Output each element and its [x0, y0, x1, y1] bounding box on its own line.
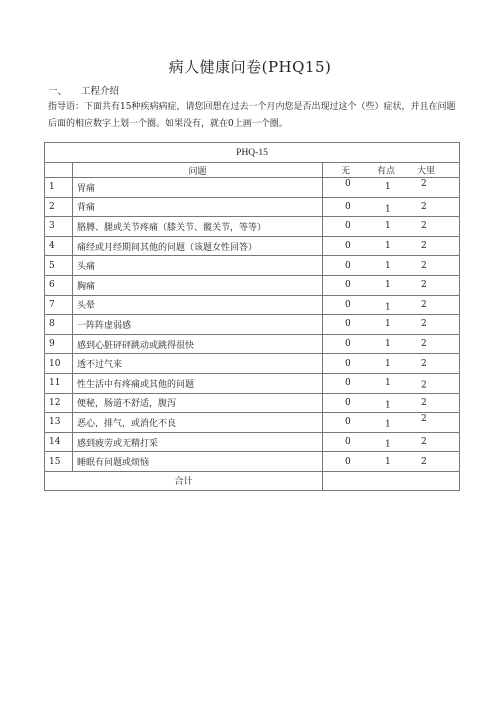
option-1[interactable]: 1 [385, 204, 391, 215]
table-row [45, 452, 460, 472]
section-number: 一、 [48, 86, 68, 97]
row-number: 2 [45, 197, 73, 217]
row-number: 3 [45, 217, 73, 237]
option-1[interactable]: 1 [385, 439, 391, 450]
row-question: 便秘，肠道不舒适，腹泻 [73, 393, 323, 413]
row-options [323, 432, 460, 452]
row-number: 15 [45, 452, 73, 472]
table-row [45, 373, 460, 393]
option-0[interactable]: 0 [345, 378, 351, 389]
header-a-lot: 大里 [417, 166, 436, 177]
total-label: 合计 [45, 471, 323, 490]
row-options [323, 256, 460, 276]
row-question: 头痛 [73, 256, 323, 276]
row-number: 12 [45, 393, 73, 413]
row-options [323, 334, 460, 354]
row-question: 透不过气来 [73, 354, 323, 374]
row-number: 13 [45, 413, 73, 433]
option-0[interactable]: 0 [345, 437, 351, 448]
option-2[interactable]: 2 [421, 179, 427, 190]
row-number: 8 [45, 315, 73, 335]
option-1[interactable]: 1 [385, 400, 391, 411]
row-options [323, 178, 460, 198]
option-1[interactable]: 1 [385, 260, 391, 271]
option-1[interactable]: 1 [385, 221, 391, 232]
row-options [323, 452, 460, 472]
option-2[interactable]: 2 [421, 241, 427, 252]
header-question: 问题 [73, 163, 323, 178]
row-number: 1 [45, 178, 73, 198]
row-number: 11 [45, 373, 73, 393]
row-number: 7 [45, 295, 73, 315]
row-question: 睡眠有问题或烦恼 [73, 452, 323, 472]
header-options-cell [323, 163, 460, 178]
option-0[interactable]: 0 [345, 260, 351, 271]
row-number: 10 [45, 354, 73, 374]
row-options [323, 315, 460, 335]
row-question: 胸痛 [73, 275, 323, 295]
option-0[interactable]: 0 [345, 299, 351, 310]
row-question: 背痛 [73, 197, 323, 217]
option-1[interactable]: 1 [385, 339, 391, 350]
option-1[interactable]: 1 [385, 378, 391, 389]
row-question: 痛经或月经期间其他的问题（该题女性回答） [73, 236, 323, 256]
option-2[interactable]: 2 [421, 414, 427, 425]
row-question: 感到疲劳或无精打采 [73, 432, 323, 452]
option-1[interactable]: 1 [385, 456, 391, 467]
instructions-paragraph: 指导语：下面共有15种疾病病症，请您回想在过去一个月内您是否出现过这个（些）症状，并且在问题后面的相应数字上划一个圈。如果没有，就在0上画一个圈。 [48, 102, 456, 129]
table-row [45, 334, 460, 354]
table-row [45, 295, 460, 315]
option-1[interactable]: 1 [385, 419, 391, 430]
option-2[interactable]: 2 [421, 358, 427, 369]
table-row [45, 197, 460, 217]
row-options [323, 413, 460, 433]
option-1[interactable]: 1 [385, 358, 391, 369]
section-heading [48, 83, 119, 97]
row-number: 5 [45, 256, 73, 276]
option-0[interactable]: 0 [345, 456, 351, 467]
option-2[interactable]: 2 [421, 299, 427, 310]
row-number: 6 [45, 275, 73, 295]
row-question: 头晕 [73, 295, 323, 315]
option-0[interactable]: 0 [345, 221, 351, 232]
option-2[interactable]: 2 [421, 456, 427, 467]
option-0[interactable]: 0 [345, 280, 351, 291]
document-title: 病人健康问卷(PHQ15) [168, 58, 332, 76]
row-options [323, 354, 460, 374]
row-number: 14 [45, 432, 73, 452]
option-0[interactable]: 0 [345, 358, 351, 369]
table-row [45, 275, 460, 295]
option-1[interactable]: 1 [385, 319, 391, 330]
option-0[interactable]: 0 [345, 397, 351, 408]
table-header-row [45, 163, 460, 178]
row-number: 4 [45, 236, 73, 256]
row-question: 感到心脏砰砰跳动或跳得很快 [73, 334, 323, 354]
option-2[interactable]: 2 [421, 397, 427, 408]
row-question: 恶心，排气，或消化不良 [73, 413, 323, 433]
option-0[interactable]: 0 [345, 241, 351, 252]
option-2[interactable]: 2 [421, 339, 427, 350]
option-1[interactable]: 1 [385, 241, 391, 252]
section-title: 工程介绍 [81, 86, 120, 97]
row-options [323, 217, 460, 237]
row-question: 性生活中有疼痛或其他的问题 [73, 373, 323, 393]
table-row [45, 393, 460, 413]
row-number: 9 [45, 334, 73, 354]
table-row [45, 354, 460, 374]
row-options [323, 373, 460, 393]
row-question: 胃痛 [73, 178, 323, 198]
row-question: 胳膊、腿或关节疼痛（膝关节、髋关节，等等） [73, 217, 323, 237]
table-row [45, 236, 460, 256]
table-row [45, 217, 460, 237]
option-2[interactable]: 2 [421, 260, 427, 271]
total-value-cell[interactable] [323, 471, 460, 490]
option-2[interactable]: 2 [421, 380, 427, 391]
row-options [323, 295, 460, 315]
table-row [45, 413, 460, 433]
option-2[interactable]: 2 [421, 221, 427, 232]
row-question: 一阵阵虚弱感 [73, 315, 323, 335]
row-options [323, 393, 460, 413]
header-some: 有点 [377, 166, 396, 177]
option-1[interactable]: 1 [385, 182, 391, 193]
table-row [45, 178, 460, 198]
table-row [45, 315, 460, 335]
option-0[interactable]: 0 [345, 339, 351, 350]
row-options [323, 197, 460, 217]
total-row [45, 471, 460, 490]
header-none: 无 [341, 166, 351, 177]
row-options [323, 275, 460, 295]
option-1[interactable]: 1 [385, 280, 391, 291]
row-options [323, 236, 460, 256]
option-2[interactable]: 2 [421, 319, 427, 330]
table-row [45, 256, 460, 276]
header-number-cell [45, 163, 73, 178]
option-2[interactable]: 2 [421, 437, 427, 448]
option-0[interactable]: 0 [345, 319, 351, 330]
option-0[interactable]: 0 [345, 179, 351, 190]
option-0[interactable]: 0 [345, 417, 351, 428]
phq15-table [44, 142, 460, 491]
table-caption: PHQ-15 [45, 143, 460, 163]
option-2[interactable]: 2 [421, 201, 427, 212]
option-1[interactable]: 1 [385, 302, 391, 313]
option-0[interactable]: 0 [345, 201, 351, 212]
option-2[interactable]: 2 [421, 280, 427, 291]
table-row [45, 432, 460, 452]
